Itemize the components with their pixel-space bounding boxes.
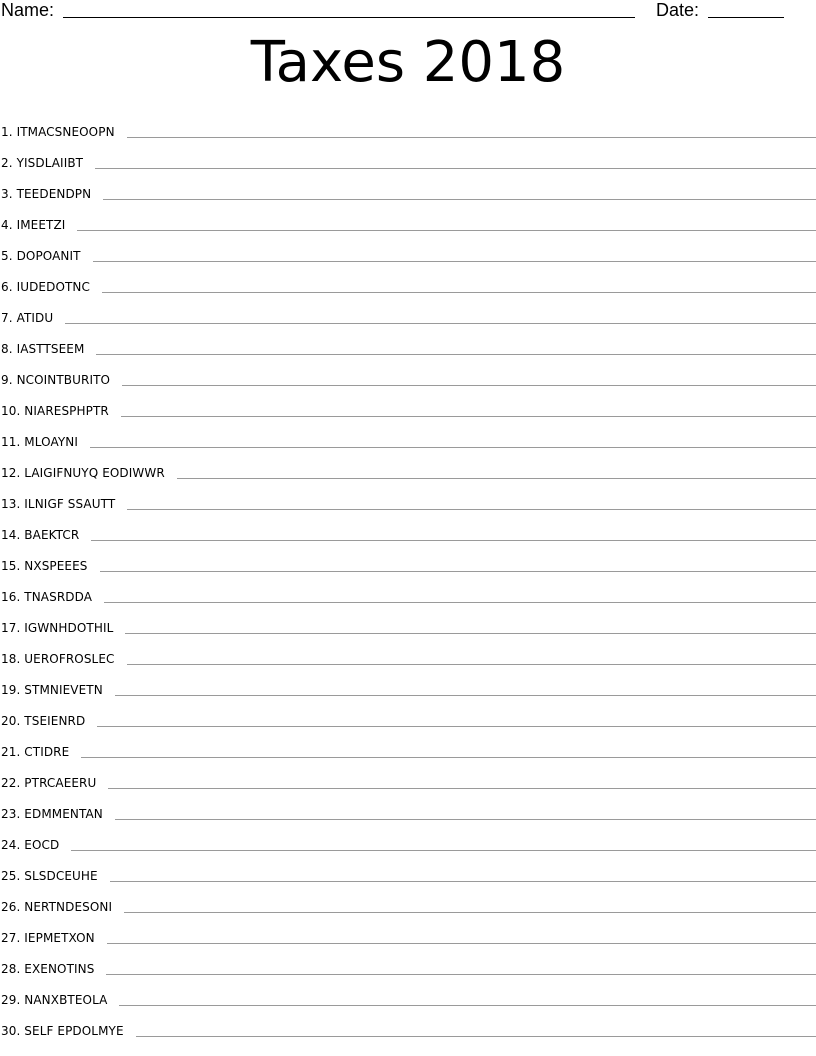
answer-line[interactable]	[177, 478, 816, 479]
scrambled-word: 25. SLSDCEUHE	[1, 869, 98, 883]
page-title: Taxes 2018	[250, 30, 566, 95]
scrambled-word: 4. IMEETZI	[1, 218, 66, 232]
list-item	[0, 607, 816, 638]
scrambled-word: 23. EDMMENTAN	[1, 807, 103, 821]
scrambled-word: 9. NCOINTBURITO	[1, 373, 111, 387]
list-item	[0, 700, 816, 731]
answer-line[interactable]	[93, 261, 816, 262]
list-item	[0, 514, 816, 545]
list-item	[0, 235, 816, 266]
answer-line[interactable]	[102, 292, 816, 293]
answer-line[interactable]	[127, 137, 816, 138]
answer-line[interactable]	[125, 633, 816, 634]
scrambled-word: 10. NIARESPHPTR	[1, 404, 109, 418]
date-label: Date:	[656, 0, 700, 20]
list-item	[0, 266, 816, 297]
scrambled-word: 1. ITMACSNEOOPN	[1, 125, 115, 139]
scrambled-word: 13. ILNIGF SSAUTT	[1, 497, 116, 511]
list-item	[0, 173, 816, 204]
scrambled-word: 22. PTRCAEERU	[1, 776, 97, 790]
scrambled-word: 20. TSEIENRD	[1, 714, 86, 728]
answer-line[interactable]	[91, 540, 816, 541]
scrambled-word: 5. DOPOANIT	[1, 249, 81, 263]
scrambled-word: 3. TEEDENDPN	[1, 187, 92, 201]
list-item	[0, 1010, 816, 1041]
scrambled-word: 28. EXENOTINS	[1, 962, 95, 976]
name-field[interactable]	[63, 17, 635, 18]
scrambled-word: 12. LAIGIFNUYQ EODIWWR	[1, 466, 165, 480]
list-item	[0, 762, 816, 793]
list-item	[0, 948, 816, 979]
answer-line[interactable]	[115, 695, 816, 696]
answer-line[interactable]	[103, 199, 816, 200]
scrambled-word: 2. YISDLAIIBT	[1, 156, 84, 170]
scrambled-word: 27. IEPMETXON	[1, 931, 95, 945]
answer-line[interactable]	[110, 881, 816, 882]
answer-line[interactable]	[122, 385, 816, 386]
list-item	[0, 545, 816, 576]
scrambled-word: 19. STMNIEVETN	[1, 683, 103, 697]
scrambled-word: 21. CTIDRE	[1, 745, 70, 759]
list-item	[0, 731, 816, 762]
list-item	[0, 390, 816, 421]
answer-line[interactable]	[119, 1005, 816, 1006]
answer-line[interactable]	[127, 509, 816, 510]
scrambled-word: 8. IASTTSEEM	[1, 342, 85, 356]
scrambled-word: 15. NXSPEEES	[1, 559, 88, 573]
date-field[interactable]	[708, 17, 784, 18]
answer-line[interactable]	[90, 447, 816, 448]
answer-line[interactable]	[106, 974, 816, 975]
list-item	[0, 328, 816, 359]
answer-line[interactable]	[107, 943, 816, 944]
scrambled-word: 11. MLOAYNI	[1, 435, 78, 449]
word-scramble-list	[0, 111, 816, 1041]
list-item	[0, 421, 816, 452]
answer-line[interactable]	[115, 819, 816, 820]
list-item	[0, 359, 816, 390]
answer-line[interactable]	[77, 230, 816, 231]
scrambled-word: 29. NANXBTEOLA	[1, 993, 108, 1007]
list-item	[0, 297, 816, 328]
answer-line[interactable]	[136, 1036, 816, 1037]
list-item	[0, 886, 816, 917]
answer-line[interactable]	[65, 323, 816, 324]
list-item	[0, 855, 816, 886]
answer-line[interactable]	[81, 757, 816, 758]
answer-line[interactable]	[121, 416, 816, 417]
scrambled-word: 30. SELF EPDOLMYE	[1, 1024, 124, 1038]
answer-line[interactable]	[100, 571, 816, 572]
list-item	[0, 917, 816, 948]
scrambled-word: 26. NERTNDESONI	[1, 900, 113, 914]
answer-line[interactable]	[95, 168, 816, 169]
scrambled-word: 24. EOCD	[1, 838, 60, 852]
scrambled-word: 18. UEROFROSLEC	[1, 652, 115, 666]
list-item	[0, 669, 816, 700]
list-item	[0, 452, 816, 483]
list-item	[0, 142, 816, 173]
worksheet-header	[0, 0, 816, 24]
list-item	[0, 204, 816, 235]
list-item	[0, 793, 816, 824]
answer-line[interactable]	[97, 726, 816, 727]
list-item	[0, 111, 816, 142]
scrambled-word: 14. BAEKTCR	[1, 528, 80, 542]
name-label: Name:	[1, 0, 55, 20]
list-item	[0, 576, 816, 607]
answer-line[interactable]	[71, 850, 816, 851]
list-item	[0, 824, 816, 855]
scrambled-word: 16. TNASRDDA	[1, 590, 93, 604]
list-item	[0, 483, 816, 514]
answer-line[interactable]	[124, 912, 816, 913]
list-item	[0, 638, 816, 669]
scrambled-word: 6. IUDEDOTNC	[1, 280, 90, 294]
answer-line[interactable]	[108, 788, 816, 789]
scrambled-word: 17. IGWNHDOTHIL	[1, 621, 114, 635]
scrambled-word: 7. ATIDU	[1, 311, 54, 325]
answer-line[interactable]	[104, 602, 816, 603]
list-item	[0, 979, 816, 1010]
answer-line[interactable]	[127, 664, 816, 665]
answer-line[interactable]	[96, 354, 816, 355]
